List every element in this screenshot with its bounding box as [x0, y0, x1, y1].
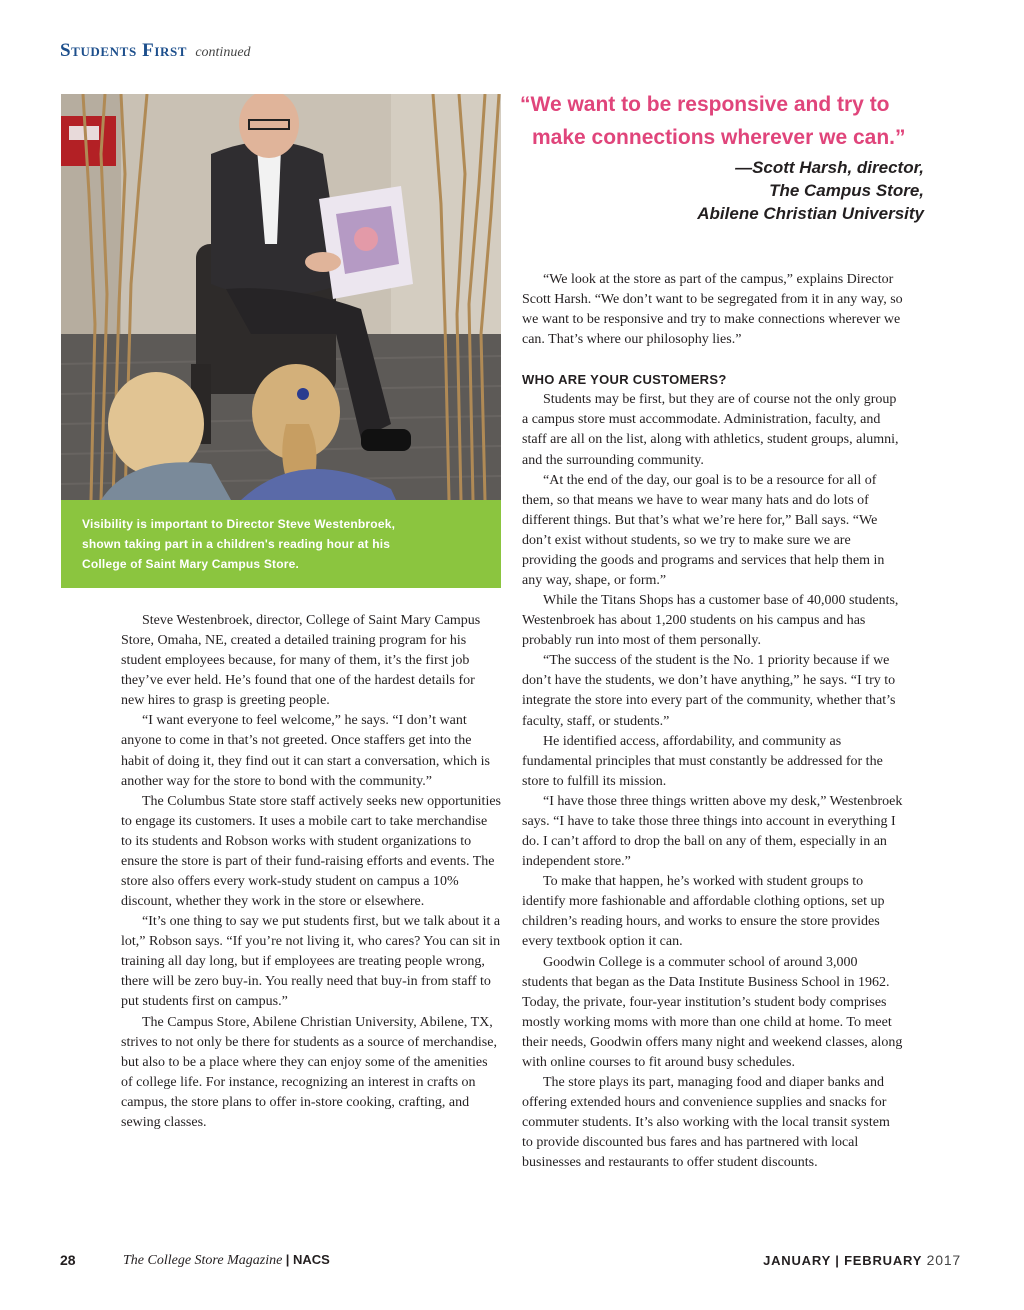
- body-paragraph: To make that happen, he’s worked with student groups to identify more fashionable and affordable clothing options, set up children’s reading hours, and works to ensure the store provides every textbook option it can.: [522, 874, 885, 950]
- body-paragraph: Goodwin College is a commuter school of around 3,000 students that began as the Data Institute Business School in 1962. Today, the private, four-year institution’s student body comprises mostly working moms with more than one child at home. To meet their needs, Goodwin offers many night and weekend classes, along with online courses to fit around busy schedules.: [522, 954, 903, 1070]
- body-paragraph: Steve Westenbroek, director, College of Saint Mary Campus Store, Omaha, NE, created a detailed training program for his student employees because, for many of them, it’s the first job they’ve ever held. He’s found that one of the hardest details for new hires to grasp is greeting people.: [121, 613, 481, 709]
- body-paragraph: Students may be first, but they are of course not the only group a campus store must accommodate. Administration, faculty, and staff are all on the list, along with athletics, student groups, alumni, and the surrounding community.: [522, 392, 899, 468]
- pull-quote-attribution: [520, 156, 940, 225]
- magazine-title: The College Store Magazine: [123, 1253, 283, 1268]
- pull-quote: [520, 88, 940, 225]
- issue-date: [763, 1252, 961, 1268]
- org-name: NACS: [292, 1252, 330, 1267]
- section-title: Students First: [60, 40, 188, 61]
- page-number: 28: [60, 1252, 76, 1268]
- photo-caption: [61, 500, 501, 588]
- body-paragraph: The Campus Store, Abilene Christian University, Abilene, TX, strives to not only be there for students as a source of merchandise, but also to be a place where they can enjoy some of the amenities of college life. For instance, recognizing an interest in crafts on campus, the store plans to offer in-store cooking, crafting, and sewing classes.: [121, 1014, 497, 1130]
- body-paragraph: He identified access, affordability, and community as fundamental principles that must constantly be addressed for the store to fulfill its mission.: [522, 733, 883, 789]
- body-paragraph: “The success of the student is the No. 1 priority because if we don’t have the students, we don’t have anything,” he says. “I try to integrate the store into every part of the community, whether that’s faculty, staff, or students.”: [522, 653, 896, 729]
- attribution-line-2: The Campus Store,: [769, 181, 924, 200]
- section-subhead: WHO ARE YOUR CUSTOMERS?: [522, 372, 727, 388]
- body-paragraph: “We look at the store as part of the campus,” explains Director Scott Harsh. “We don’t want to be segregated from it in any way, so we want to be responsive and try to make connections wherever we can. That’s where our philosophy lies.”: [522, 272, 903, 348]
- body-paragraph: “I want everyone to feel welcome,” he says. “I don’t want anyone to come in that’s not greeted. Once staffers get into the habit of doing it, they find out it can start a conversation, which is another way for the store to bond with the community.”: [121, 713, 490, 789]
- continued-label: continued: [195, 45, 251, 60]
- issue-year: 2017: [926, 1252, 961, 1268]
- caption-text: Visibility is important to Director Steve Westenbroek, shown taking part in a children's reading hour at his College of Saint Mary Campus Store.: [82, 517, 396, 571]
- attribution-line-1: —Scott Harsh, director,: [735, 158, 924, 177]
- pull-quote-line-2: make connections wherever we can.”: [532, 126, 906, 149]
- feature-photo: [61, 94, 501, 500]
- body-paragraph: The store plays its part, managing food and diaper banks and offering extended hours and convenience supplies and snacks for commuter students. It’s also working with the local transit system to provide discounted bus fares and has partnered with local businesses and restaurants to offer student discounts.: [522, 1074, 890, 1171]
- body-paragraph: The Columbus State store staff actively seeks new opportunities to engage its customers. It uses a mobile cart to take merchandise to its students and Robson works with student organizations to ensure the store is part of their fund-raising efforts and events. The store also offers every work-study student on campus a 10% discount, whether they work in the store or elsewhere.: [121, 793, 502, 910]
- pull-quote-text: [520, 88, 940, 154]
- right-column: [522, 270, 904, 1173]
- body-paragraph: While the Titans Shops has a customer base of 40,000 students, Westenbroek has about 1,200 students on his campus and has probably run into most of them personally.: [522, 593, 899, 649]
- body-paragraph: “It’s one thing to say we put students first, but we talk about it a lot,” Robson says. “If you’re not living it, who cares? You can sit in training all day long, but if employees are treating people wrong, there will be zero buy-in. You really need that buy-in from staff to put students first on campus.”: [121, 914, 501, 1010]
- footer-separator: |: [285, 1252, 290, 1267]
- left-column: [121, 611, 501, 1133]
- pull-quote-line-1: “We want to be responsive and try to: [520, 93, 890, 116]
- running-head: [60, 40, 251, 62]
- page-footer: [0, 1252, 1024, 1276]
- body-paragraph: “At the end of the day, our goal is to be a resource for all of them, so that means we have to wear many hats and do lots of different things. But that’s what we’re here for,” Ball says. “We don’t exist without students, so we try to make sure we are providing the goods and programs and services that help them in any way, shape, or form.”: [522, 472, 885, 589]
- attribution-line-3: Abilene Christian University: [697, 204, 924, 223]
- magazine-credit: [123, 1252, 330, 1269]
- issue-months: JANUARY | FEBRUARY: [763, 1253, 923, 1268]
- body-paragraph: “I have those three things written above my desk,” Westenbroek says. “I have to take those three things into account in everything I do. I can’t afford to drop the ball on any of them, especially in an independent store.”: [522, 793, 903, 870]
